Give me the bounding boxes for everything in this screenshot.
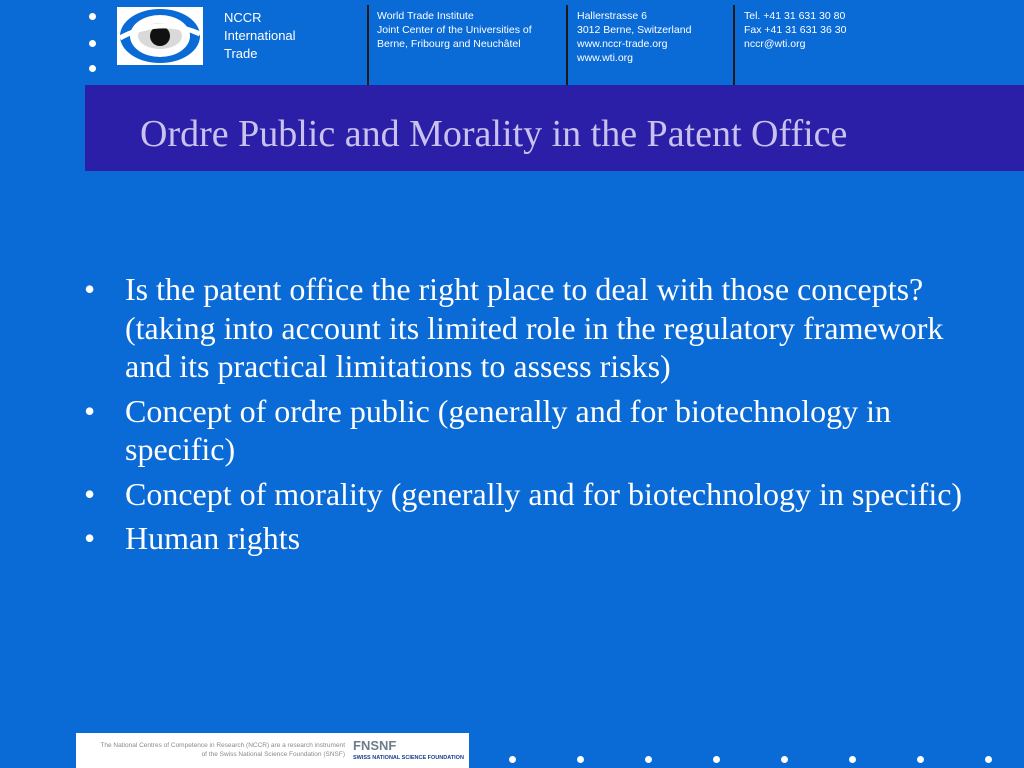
nccr-name-line1: NCCR: [224, 10, 262, 25]
decorative-dot: [645, 756, 652, 763]
bullet-list: [84, 270, 964, 564]
bullet-text: Human rights: [125, 520, 301, 556]
footer-note: [80, 741, 345, 759]
decorative-dot: [89, 65, 96, 72]
footer-logo-box: [76, 733, 469, 768]
address-line2: 3012 Berne, Switzerland: [577, 24, 692, 36]
decorative-dot: [713, 756, 720, 763]
nccr-name: [224, 9, 296, 63]
footer-note-line1: The National Centres of Competence in Research (NCCR) are a research instrument: [100, 742, 345, 749]
bullet-marker: •: [84, 271, 96, 307]
bullet-marker: •: [84, 475, 96, 512]
decorative-dot: [577, 756, 584, 763]
slide-title: Ordre Public and Morality in the Patent Office: [140, 113, 848, 155]
bullet-item: [84, 392, 964, 469]
bullet-text: Is the patent office the right place to deal with those concepts? (taking into account its limited role in the regulatory framework and its practical limitations to assess risks): [125, 271, 944, 384]
institute-info: [377, 9, 532, 51]
institute-line3: Berne, Fribourg and Neuchâtel: [377, 38, 521, 50]
bullet-marker: •: [84, 520, 96, 556]
institute-line2: Joint Center of the Universities of: [377, 24, 532, 36]
address-line3: www.nccr-trade.org: [577, 38, 668, 50]
contact-line2: Fax +41 31 631 36 30: [744, 24, 847, 36]
address-line1: Hallerstrasse 6: [577, 10, 648, 22]
bullet-item: [84, 475, 964, 514]
contact-line1: Tel. +41 31 631 30 80: [744, 10, 846, 22]
contact-line3: nccr@wti.org: [744, 38, 806, 50]
footer-note-line2: of the Swiss National Science Foundation (SNSF): [201, 751, 345, 758]
decorative-dot: [509, 756, 516, 763]
institute-line1: World Trade Institute: [377, 10, 474, 22]
eye-logo-icon: [117, 7, 203, 65]
nccr-name-line2: International: [224, 28, 296, 43]
nccr-name-line3: Trade: [224, 46, 258, 61]
decorative-dot: [781, 756, 788, 763]
snf-logo: FNSNF: [353, 738, 397, 753]
contact-info: [744, 9, 846, 51]
snf-label: SWISS NATIONAL SCIENCE FOUNDATION: [353, 755, 464, 761]
decorative-dot: [849, 756, 856, 763]
bullet-text: Concept of morality (generally and for biotechnology in specific): [125, 475, 963, 512]
decorative-dot: [89, 40, 96, 47]
decorative-dot: [917, 756, 924, 763]
address-line4: www.wti.org: [577, 52, 634, 64]
bullet-item: [84, 519, 964, 558]
address-info: [577, 9, 691, 65]
bullet-text: Concept of ordre public (generally and for biotechnology in specific): [125, 392, 891, 467]
bullet-marker: •: [84, 392, 96, 429]
nccr-logo: [117, 7, 203, 65]
bullet-item: [84, 270, 964, 386]
decorative-dot: [89, 13, 96, 20]
decorative-dot: [985, 756, 992, 763]
